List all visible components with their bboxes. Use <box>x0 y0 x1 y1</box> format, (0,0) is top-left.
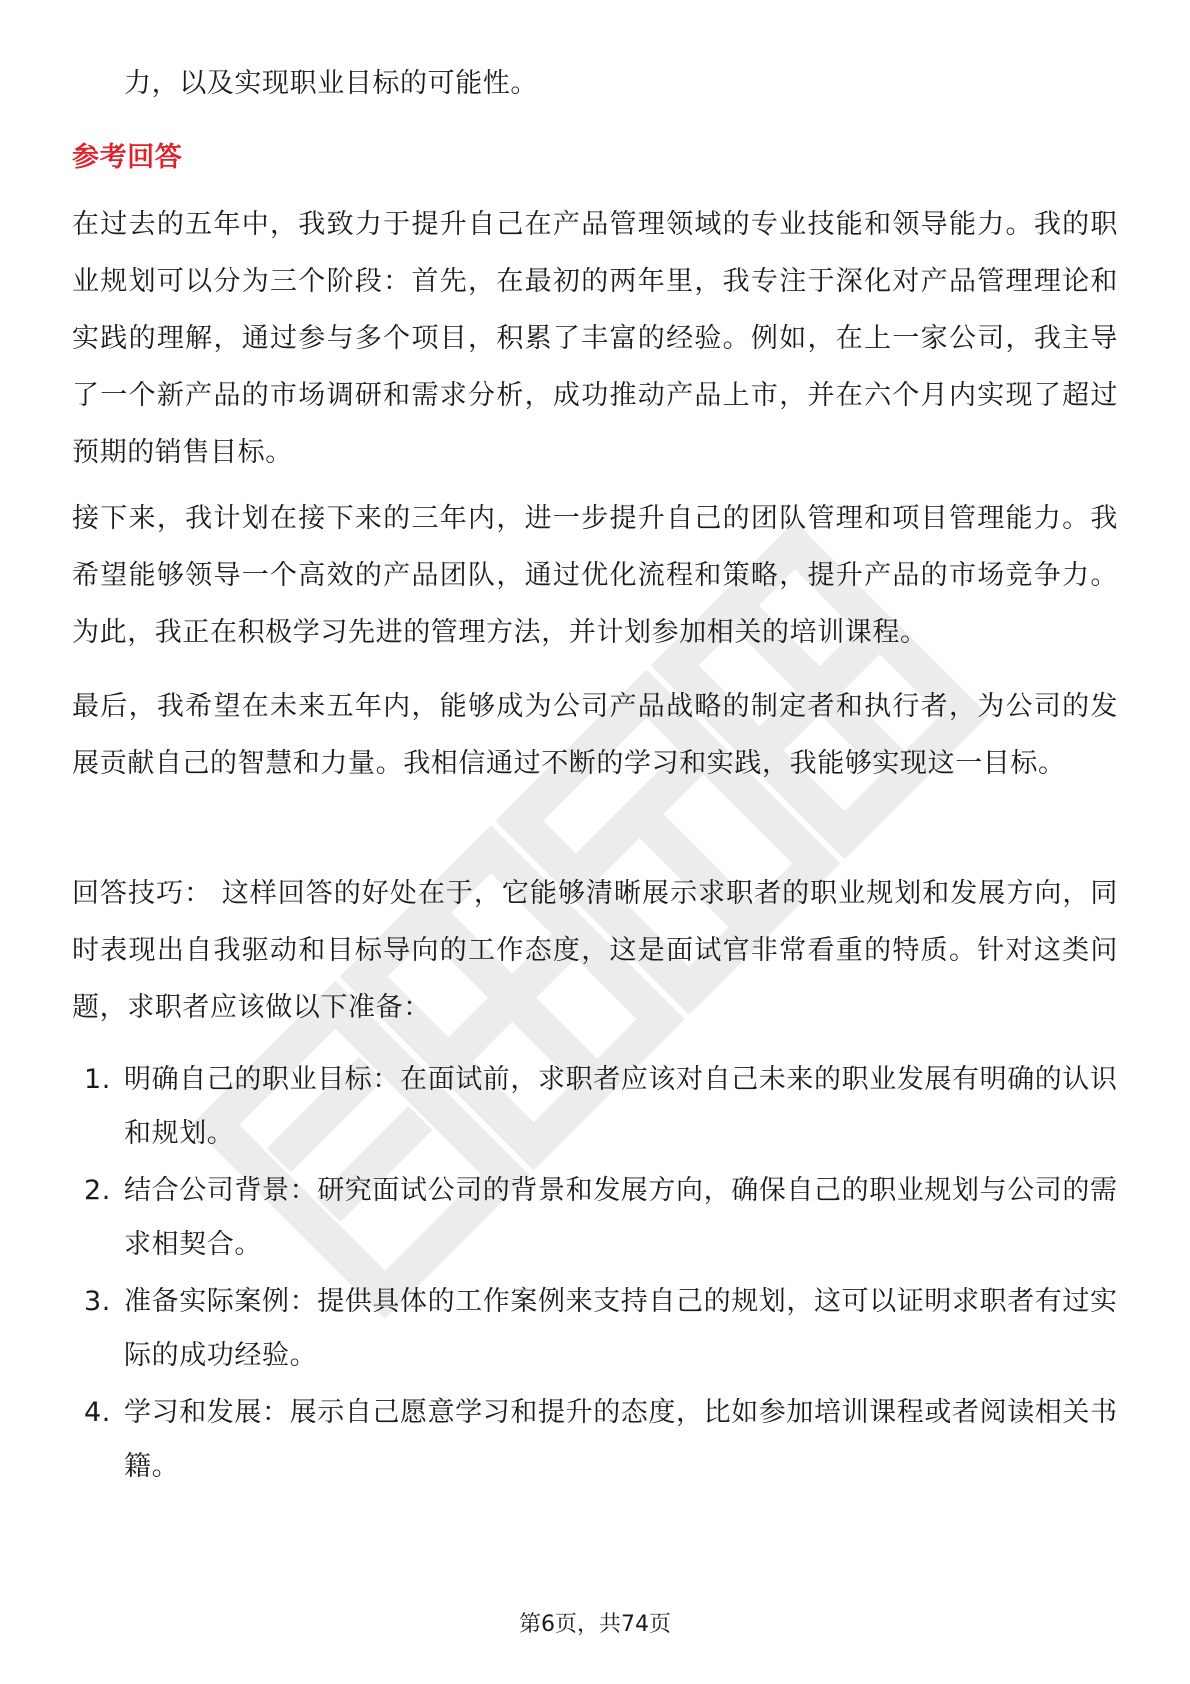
list-item <box>72 1275 1118 1383</box>
list-item-text: 结合公司背景：研究面试公司的背景和发展方向，确保自己的职业规划与公司的需求相契合。 <box>124 1175 1118 1260</box>
page-footer: 第6页，共74页 <box>519 1612 671 1637</box>
list-item-number: 2. <box>84 1175 111 1206</box>
list-item-text: 明确自己的职业目标：在面试前，求职者应该对自己未来的职业发展有明确的认识和规划。 <box>124 1064 1118 1149</box>
list-item-number: 1. <box>84 1064 111 1095</box>
list-item <box>72 1386 1118 1494</box>
list-item-text: 学习和发展：展示自己愿意学习和提升的态度，比如参加培训课程或者阅读相关书籍。 <box>124 1397 1118 1482</box>
continuation-text: 力，以及实现职业目标的可能性。 <box>124 68 538 99</box>
answer-paragraph-1: 在过去的五年中，我致力于提升自己在产品管理领域的专业技能和领导能力。我的职业规划可以分为三个阶段：首先，在最初的两年里，我专注于深化对产品管理理论和实践的理解，通过参与多个项目，积累了丰富的经验。例如，在上一家公司，我主导了一个新产品的市场调研和需求分析，成功推动产品上市，并在六个月内实现了超过预期的销售目标。 <box>72 209 1118 468</box>
list-item-text: 准备实际案例：提供具体的工作案例来支持自己的规划，这可以证明求职者有过实际的成功经验。 <box>124 1286 1118 1371</box>
answer-paragraph-3: 最后，我希望在未来五年内，能够成为公司产品战略的制定者和执行者，为公司的发展贡献自己的智慧和力量。我相信通过不断的学习和实践，我能够实现这一目标。 <box>72 691 1118 779</box>
preparation-list <box>72 1053 1118 1497</box>
list-item-number: 3. <box>84 1286 111 1317</box>
list-item <box>72 1164 1118 1272</box>
tips-paragraph: 回答技巧： 这样回答的好处在于，它能够清晰展示求职者的职业规划和发展方向，同时表现出自我驱动和目标导向的工作态度，这是面试官非常看重的特质。针对这类问题，求职者应该做以下准备： <box>72 878 1118 1023</box>
section-heading: 参考回答 <box>72 142 183 173</box>
list-item <box>72 1053 1118 1161</box>
answer-paragraph-2: 接下来，我计划在接下来的三年内，进一步提升自己的团队管理和项目管理能力。我希望能够领导一个高效的产品团队，通过优化流程和策略，提升产品的市场竞争力。为此，我正在积极学习先进的管理方法，并计划参加相关的培训课程。 <box>72 503 1118 648</box>
list-item-number: 4. <box>84 1397 111 1428</box>
